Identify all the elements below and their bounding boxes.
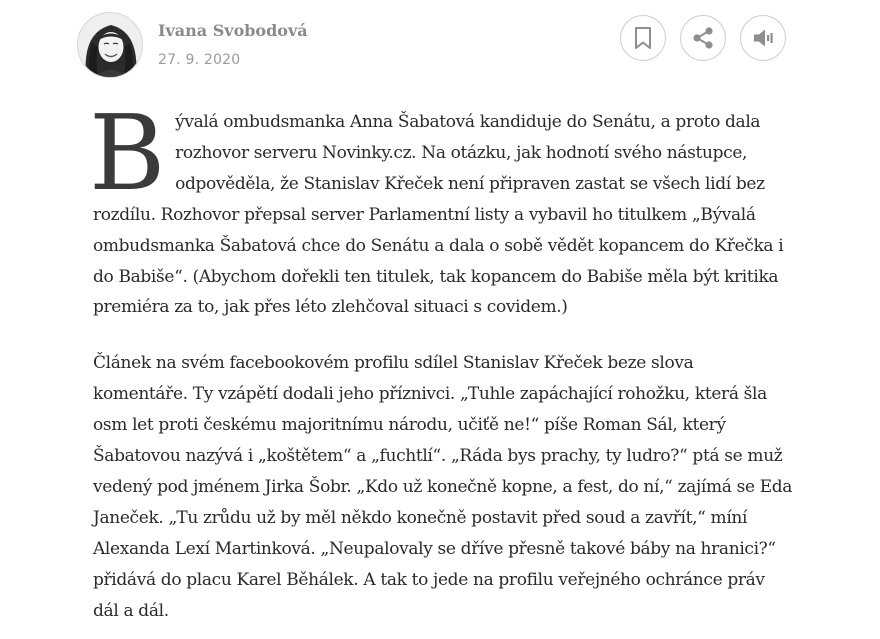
article-body: [89, 92, 793, 627]
article-header: [0, 0, 880, 95]
speaker-icon: [751, 26, 775, 50]
author-name[interactable]: Ivana Svobodová: [158, 21, 308, 40]
publish-date: 27. 9. 2020: [158, 52, 241, 68]
bookmark-icon: [633, 26, 653, 50]
author-avatar[interactable]: [77, 12, 143, 78]
bookmark-button[interactable]: [620, 15, 666, 61]
article-paragraph-1: [89, 92, 793, 323]
share-icon: [691, 26, 715, 50]
author-portrait-icon: [78, 13, 143, 78]
share-button[interactable]: [680, 15, 726, 61]
paragraph-1-text: ývalá ombudsmanka Anna Šabatová kandiduje do Senátu, a proto dala rozhovor serveru Novinky.cz. Na otázku, jak hodnotí svého nástupce, odpověděla, že Stanislav Křeček není připraven zastat se všech lidí bez rozdílu. Rozhovor přepsal server Parlamentní listy a vybavil ho titulkem „Bývalá ombudsmanka Šabatová chce do Senátu a dala o sobě vědět kopancem do Křečka i do Babiše“. (Abychom dořekli ten titulek, tak kopancem do Babiše měla být kritika premiéra za to, jak přes léto zlehčoval situaci s covidem.): [93, 112, 784, 318]
drop-cap: B: [89, 92, 166, 214]
article-paragraph-2: Článek na svém facebookovém profilu sdílel Stanislav Křeček beze slova komentáře. Ty vzápětí dodali jeho příznivci. „Tuhle zapáchající rohožku, která šla osm let proti českému majoritnímu národu, učiťě ne!“ píše Roman Sál, který Šabatovou nazývá i „koštětem“ a „fuchtlí“. „Ráda bys prachy, ty ludro?“ ptá se muž vedený pod jménem Jirka Šobr. „Kdo už konečně kopne, a fest, do ní,“ zajímá se Eda Janeček. „Tu zrůdu už by měl někdo konečně postavit před soud a zavřít,“ míní Alexanda Lexí Martinková. „Neupalovaly se dříve přesně takové báby na hranici?“ přidává do placu Karel Běhálek. A tak to jede na profilu veřejného ochránce práv dál a dál.: [93, 353, 793, 621]
listen-button[interactable]: [740, 15, 786, 61]
